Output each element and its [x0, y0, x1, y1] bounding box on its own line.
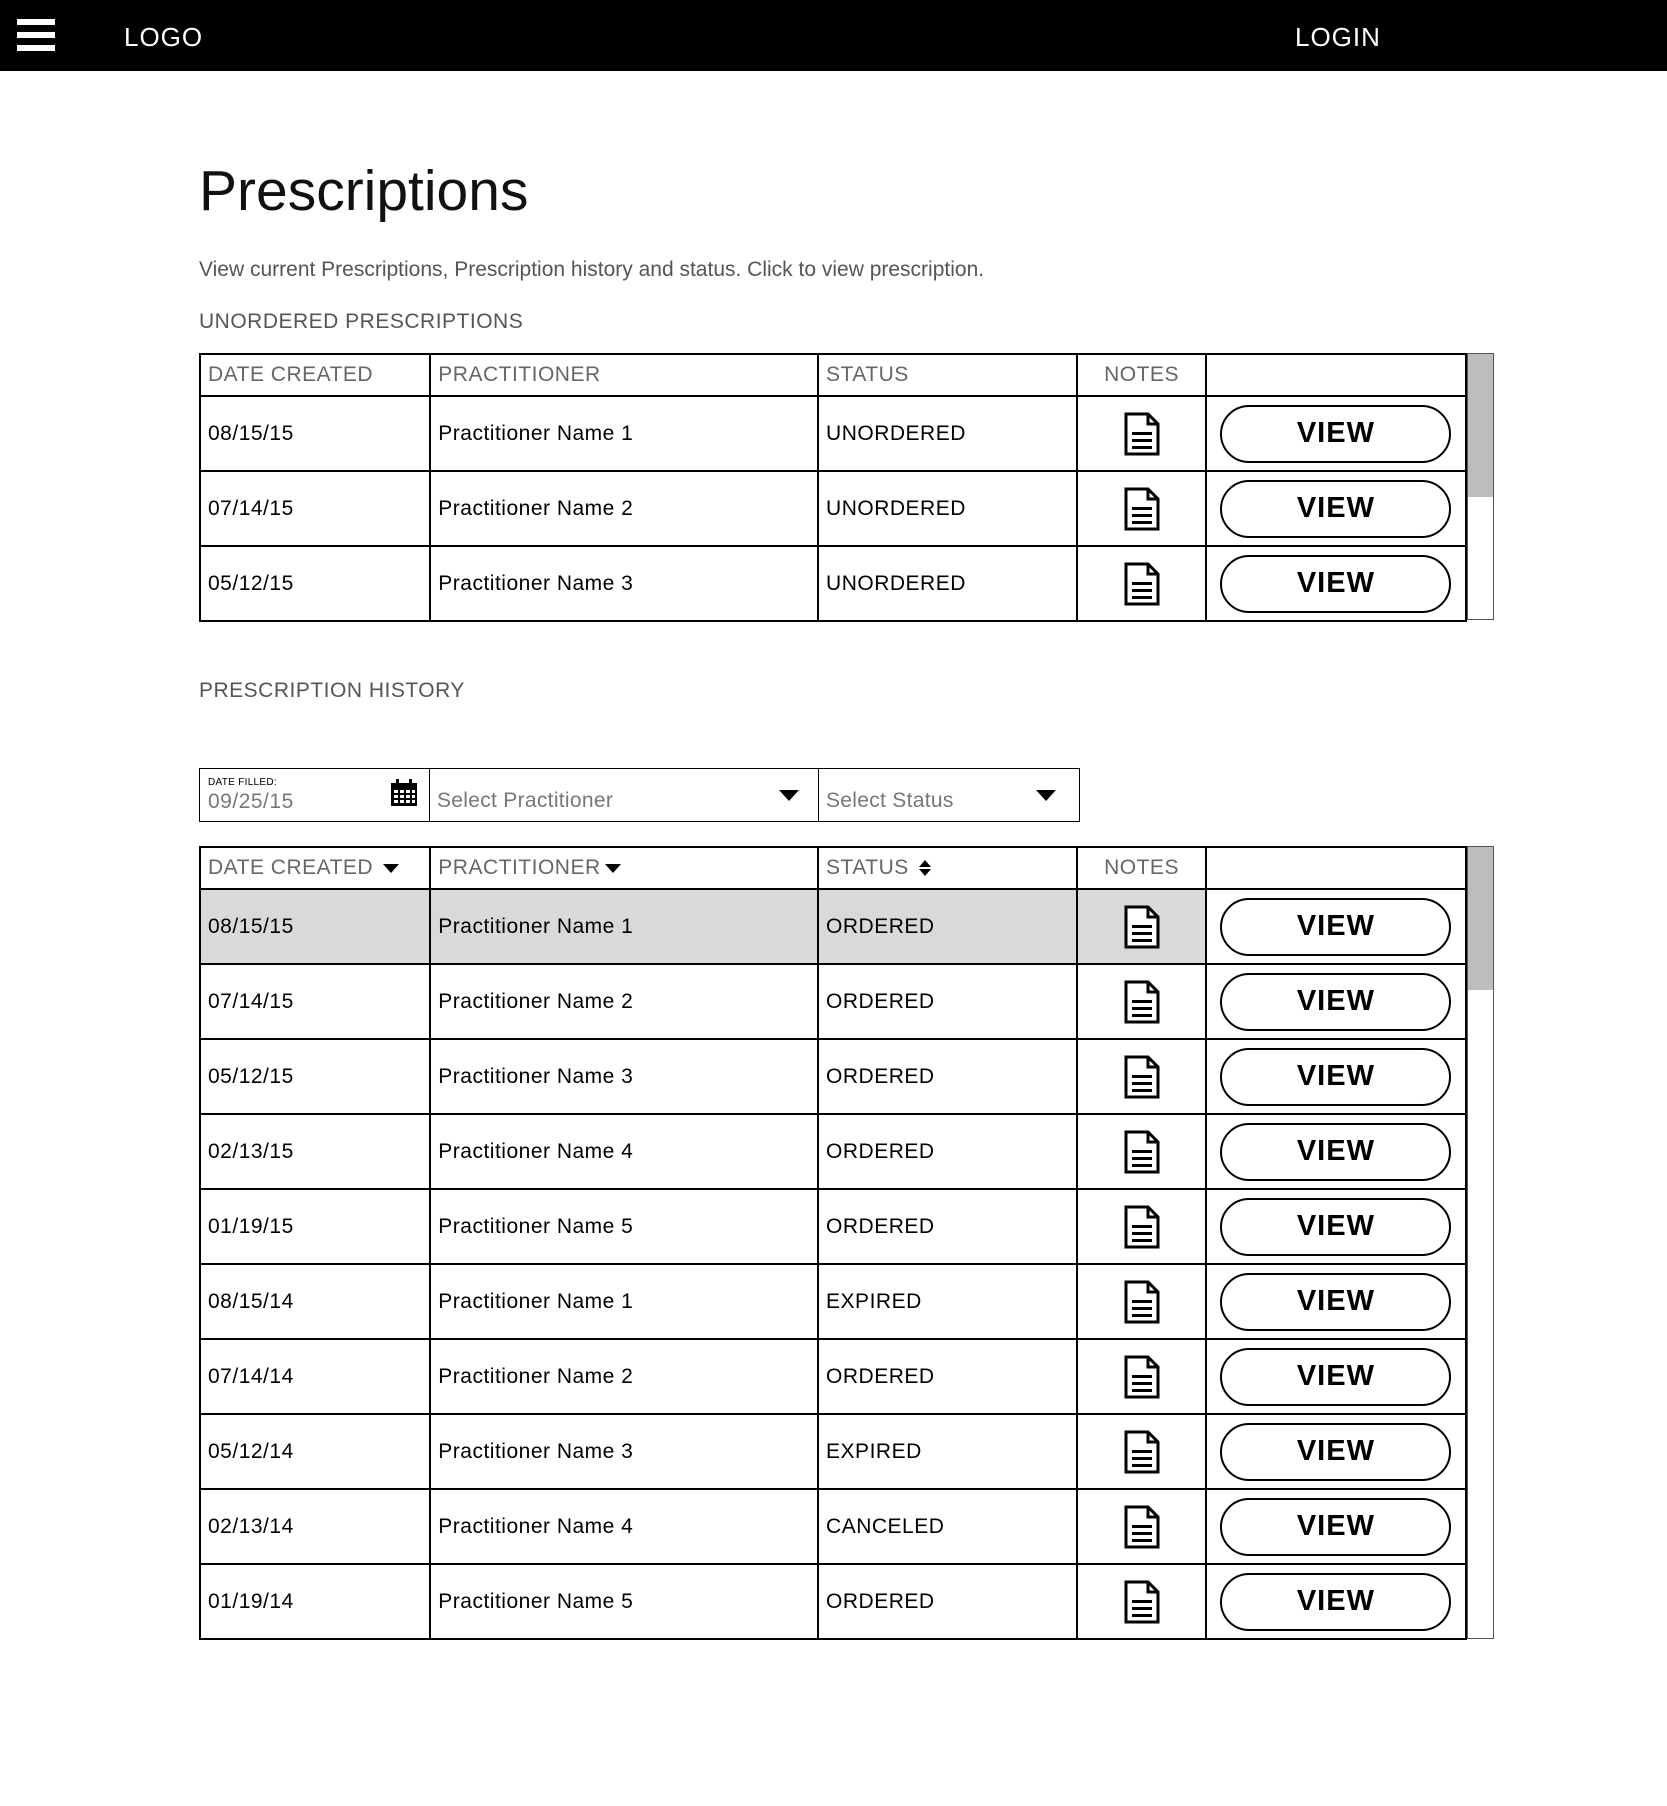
status-cell: UNORDERED [819, 397, 1078, 470]
view-cell [1207, 397, 1465, 470]
notes-cell [1078, 890, 1207, 963]
prescription-history-table [199, 846, 1467, 1640]
view-cell [1207, 1565, 1465, 1638]
view-cell [1207, 1190, 1465, 1263]
view-cell [1207, 965, 1465, 1038]
document-svg [1124, 905, 1160, 949]
view-button[interactable]: VIEW [1220, 480, 1451, 538]
login-link[interactable]: LOGIN [1295, 22, 1381, 52]
document-svg [1124, 1130, 1160, 1174]
document-icon[interactable] [1124, 562, 1160, 606]
table-row[interactable] [201, 1188, 1465, 1263]
status-select[interactable] [819, 769, 1079, 821]
status-cell: ORDERED [819, 965, 1078, 1038]
column-header-action [1207, 848, 1465, 888]
status-select-placeholder: Select Status [826, 789, 954, 812]
column-header-date-created[interactable] [201, 848, 431, 888]
document-icon[interactable] [1124, 1130, 1160, 1174]
calendar-icon[interactable] [390, 779, 418, 807]
page-title: Prescriptions [199, 159, 529, 223]
practitioner-cell: Practitioner Name 3 [431, 1040, 819, 1113]
document-svg [1124, 412, 1160, 456]
practitioner-cell: Practitioner Name 2 [431, 965, 819, 1038]
view-cell [1207, 1265, 1465, 1338]
notes-cell [1078, 1490, 1207, 1563]
status-cell: ORDERED [819, 890, 1078, 963]
view-button[interactable]: VIEW [1220, 1498, 1451, 1556]
view-button[interactable]: VIEW [1220, 555, 1451, 613]
view-button[interactable]: VIEW [1220, 1573, 1451, 1631]
caret-down-icon[interactable] [1036, 790, 1056, 801]
column-header-action [1207, 355, 1465, 395]
status-cell: ORDERED [819, 1115, 1078, 1188]
document-icon[interactable] [1124, 905, 1160, 949]
scrollbar-thumb[interactable] [1468, 847, 1493, 990]
hamburger-icon[interactable] [17, 19, 55, 51]
date-created-cell: 05/12/15 [201, 547, 431, 620]
table-row[interactable] [201, 963, 1465, 1038]
practitioner-cell: Practitioner Name 4 [431, 1115, 819, 1188]
notes-cell [1078, 1265, 1207, 1338]
scrollbar-thumb[interactable] [1468, 354, 1493, 497]
status-cell: UNORDERED [819, 547, 1078, 620]
document-svg [1124, 1355, 1160, 1399]
document-svg [1124, 1205, 1160, 1249]
document-svg [1124, 562, 1160, 606]
document-svg [1124, 487, 1160, 531]
table-row[interactable] [201, 1488, 1465, 1563]
column-header-notes: NOTES [1078, 355, 1207, 395]
date-filled-value[interactable]: 09/25/15 [208, 790, 294, 813]
column-header-practitioner[interactable] [431, 848, 819, 888]
sort-down-icon[interactable] [605, 864, 621, 873]
status-cell: ORDERED [819, 1340, 1078, 1413]
column-header-date-created: DATE CREATED [201, 355, 431, 395]
date-created-cell: 01/19/15 [201, 1190, 431, 1263]
column-header-notes: NOTES [1078, 848, 1207, 888]
practitioner-cell: Practitioner Name 3 [431, 1415, 819, 1488]
view-cell [1207, 547, 1465, 620]
view-button[interactable]: VIEW [1220, 405, 1451, 463]
table-row[interactable] [201, 888, 1465, 963]
notes-cell [1078, 397, 1207, 470]
document-icon[interactable] [1124, 487, 1160, 531]
history-scrollbar[interactable] [1467, 846, 1494, 1639]
history-filters [199, 768, 1080, 822]
top-bar [0, 0, 1667, 71]
view-button[interactable]: VIEW [1220, 1348, 1451, 1406]
document-icon[interactable] [1124, 412, 1160, 456]
document-icon[interactable] [1124, 1280, 1160, 1324]
view-button[interactable]: VIEW [1220, 973, 1451, 1031]
page-description: View current Prescriptions, Prescription history and status. Click to view prescription. [199, 258, 985, 281]
document-icon[interactable] [1124, 1505, 1160, 1549]
date-created-cell: 07/14/15 [201, 965, 431, 1038]
document-icon[interactable] [1124, 1580, 1160, 1624]
document-svg [1124, 1505, 1160, 1549]
date-created-cell: 08/15/14 [201, 1265, 431, 1338]
view-button[interactable]: VIEW [1220, 1273, 1451, 1331]
practitioner-cell: Practitioner Name 4 [431, 1490, 819, 1563]
unordered-prescriptions-table [199, 353, 1467, 622]
date-created-cell: 02/13/14 [201, 1490, 431, 1563]
view-cell [1207, 472, 1465, 545]
date-created-cell: 07/14/15 [201, 472, 431, 545]
notes-cell [1078, 1340, 1207, 1413]
notes-cell [1078, 547, 1207, 620]
document-icon[interactable] [1124, 1430, 1160, 1474]
document-icon[interactable] [1124, 980, 1160, 1024]
status-cell: CANCELED [819, 1490, 1078, 1563]
document-icon[interactable] [1124, 1205, 1160, 1249]
view-button[interactable]: VIEW [1220, 898, 1451, 956]
view-button[interactable]: VIEW [1220, 1423, 1451, 1481]
date-created-cell: 08/15/15 [201, 397, 431, 470]
table-row[interactable] [201, 1113, 1465, 1188]
column-header-date-created-label: DATE CREATED [208, 856, 374, 879]
column-header-practitioner: PRACTITIONER [431, 355, 819, 395]
date-created-cell: 08/15/15 [201, 890, 431, 963]
column-header-status-label: STATUS [826, 856, 909, 879]
notes-cell [1078, 1565, 1207, 1638]
view-cell [1207, 1340, 1465, 1413]
date-created-cell: 02/13/15 [201, 1115, 431, 1188]
practitioner-select-placeholder: Select Practitioner [437, 789, 614, 812]
practitioner-cell: Practitioner Name 2 [431, 472, 819, 545]
sort-down-icon[interactable] [383, 864, 399, 873]
date-created-cell: 05/12/14 [201, 1415, 431, 1488]
status-cell: EXPIRED [819, 1265, 1078, 1338]
practitioner-cell: Practitioner Name 1 [431, 890, 819, 963]
logo[interactable]: LOGO [124, 22, 204, 52]
date-created-cell: 05/12/15 [201, 1040, 431, 1113]
table-row[interactable] [201, 545, 1465, 620]
unordered-section-title: UNORDERED PRESCRIPTIONS [199, 310, 524, 333]
table-row[interactable] [201, 395, 1465, 470]
view-button[interactable]: VIEW [1220, 1123, 1451, 1181]
table-row[interactable] [201, 470, 1465, 545]
table-row[interactable] [201, 1263, 1465, 1338]
date-created-cell: 07/14/14 [201, 1340, 431, 1413]
table-row[interactable] [201, 1413, 1465, 1488]
table-header [201, 355, 1465, 395]
view-cell [1207, 890, 1465, 963]
document-svg [1124, 1280, 1160, 1324]
practitioner-select[interactable] [430, 769, 819, 821]
status-cell: ORDERED [819, 1190, 1078, 1263]
column-header-status: STATUS [819, 355, 1078, 395]
unordered-scrollbar[interactable] [1467, 353, 1494, 620]
notes-cell [1078, 1040, 1207, 1113]
sort-icon[interactable] [919, 860, 931, 876]
notes-cell [1078, 472, 1207, 545]
document-svg [1124, 980, 1160, 1024]
view-cell [1207, 1490, 1465, 1563]
date-filled-filter[interactable] [200, 769, 430, 821]
practitioner-cell: Practitioner Name 5 [431, 1565, 819, 1638]
status-cell: ORDERED [819, 1565, 1078, 1638]
notes-cell [1078, 1415, 1207, 1488]
column-header-practitioner-label: PRACTITIONER [438, 856, 601, 879]
view-cell [1207, 1115, 1465, 1188]
status-cell: EXPIRED [819, 1415, 1078, 1488]
table-row[interactable] [201, 1038, 1465, 1113]
practitioner-cell: Practitioner Name 2 [431, 1340, 819, 1413]
view-cell [1207, 1415, 1465, 1488]
notes-cell [1078, 1115, 1207, 1188]
table-row[interactable] [201, 1563, 1465, 1638]
table-header [201, 848, 1465, 888]
date-filled-label: DATE FILLED: [208, 777, 277, 788]
table-row[interactable] [201, 1338, 1465, 1413]
view-cell [1207, 1040, 1465, 1113]
notes-cell [1078, 1190, 1207, 1263]
caret-down-icon[interactable] [779, 790, 799, 801]
status-cell: UNORDERED [819, 472, 1078, 545]
notes-cell [1078, 965, 1207, 1038]
history-section-title: PRESCRIPTION HISTORY [199, 679, 465, 702]
practitioner-cell: Practitioner Name 1 [431, 1265, 819, 1338]
practitioner-cell: Practitioner Name 3 [431, 547, 819, 620]
date-created-cell: 01/19/14 [201, 1565, 431, 1638]
document-icon[interactable] [1124, 1355, 1160, 1399]
document-icon[interactable] [1124, 1055, 1160, 1099]
view-button[interactable]: VIEW [1220, 1198, 1451, 1256]
view-button[interactable]: VIEW [1220, 1048, 1451, 1106]
column-header-status[interactable] [819, 848, 1078, 888]
status-cell: ORDERED [819, 1040, 1078, 1113]
document-svg [1124, 1055, 1160, 1099]
document-svg [1124, 1430, 1160, 1474]
document-svg [1124, 1580, 1160, 1624]
practitioner-cell: Practitioner Name 1 [431, 397, 819, 470]
practitioner-cell: Practitioner Name 5 [431, 1190, 819, 1263]
